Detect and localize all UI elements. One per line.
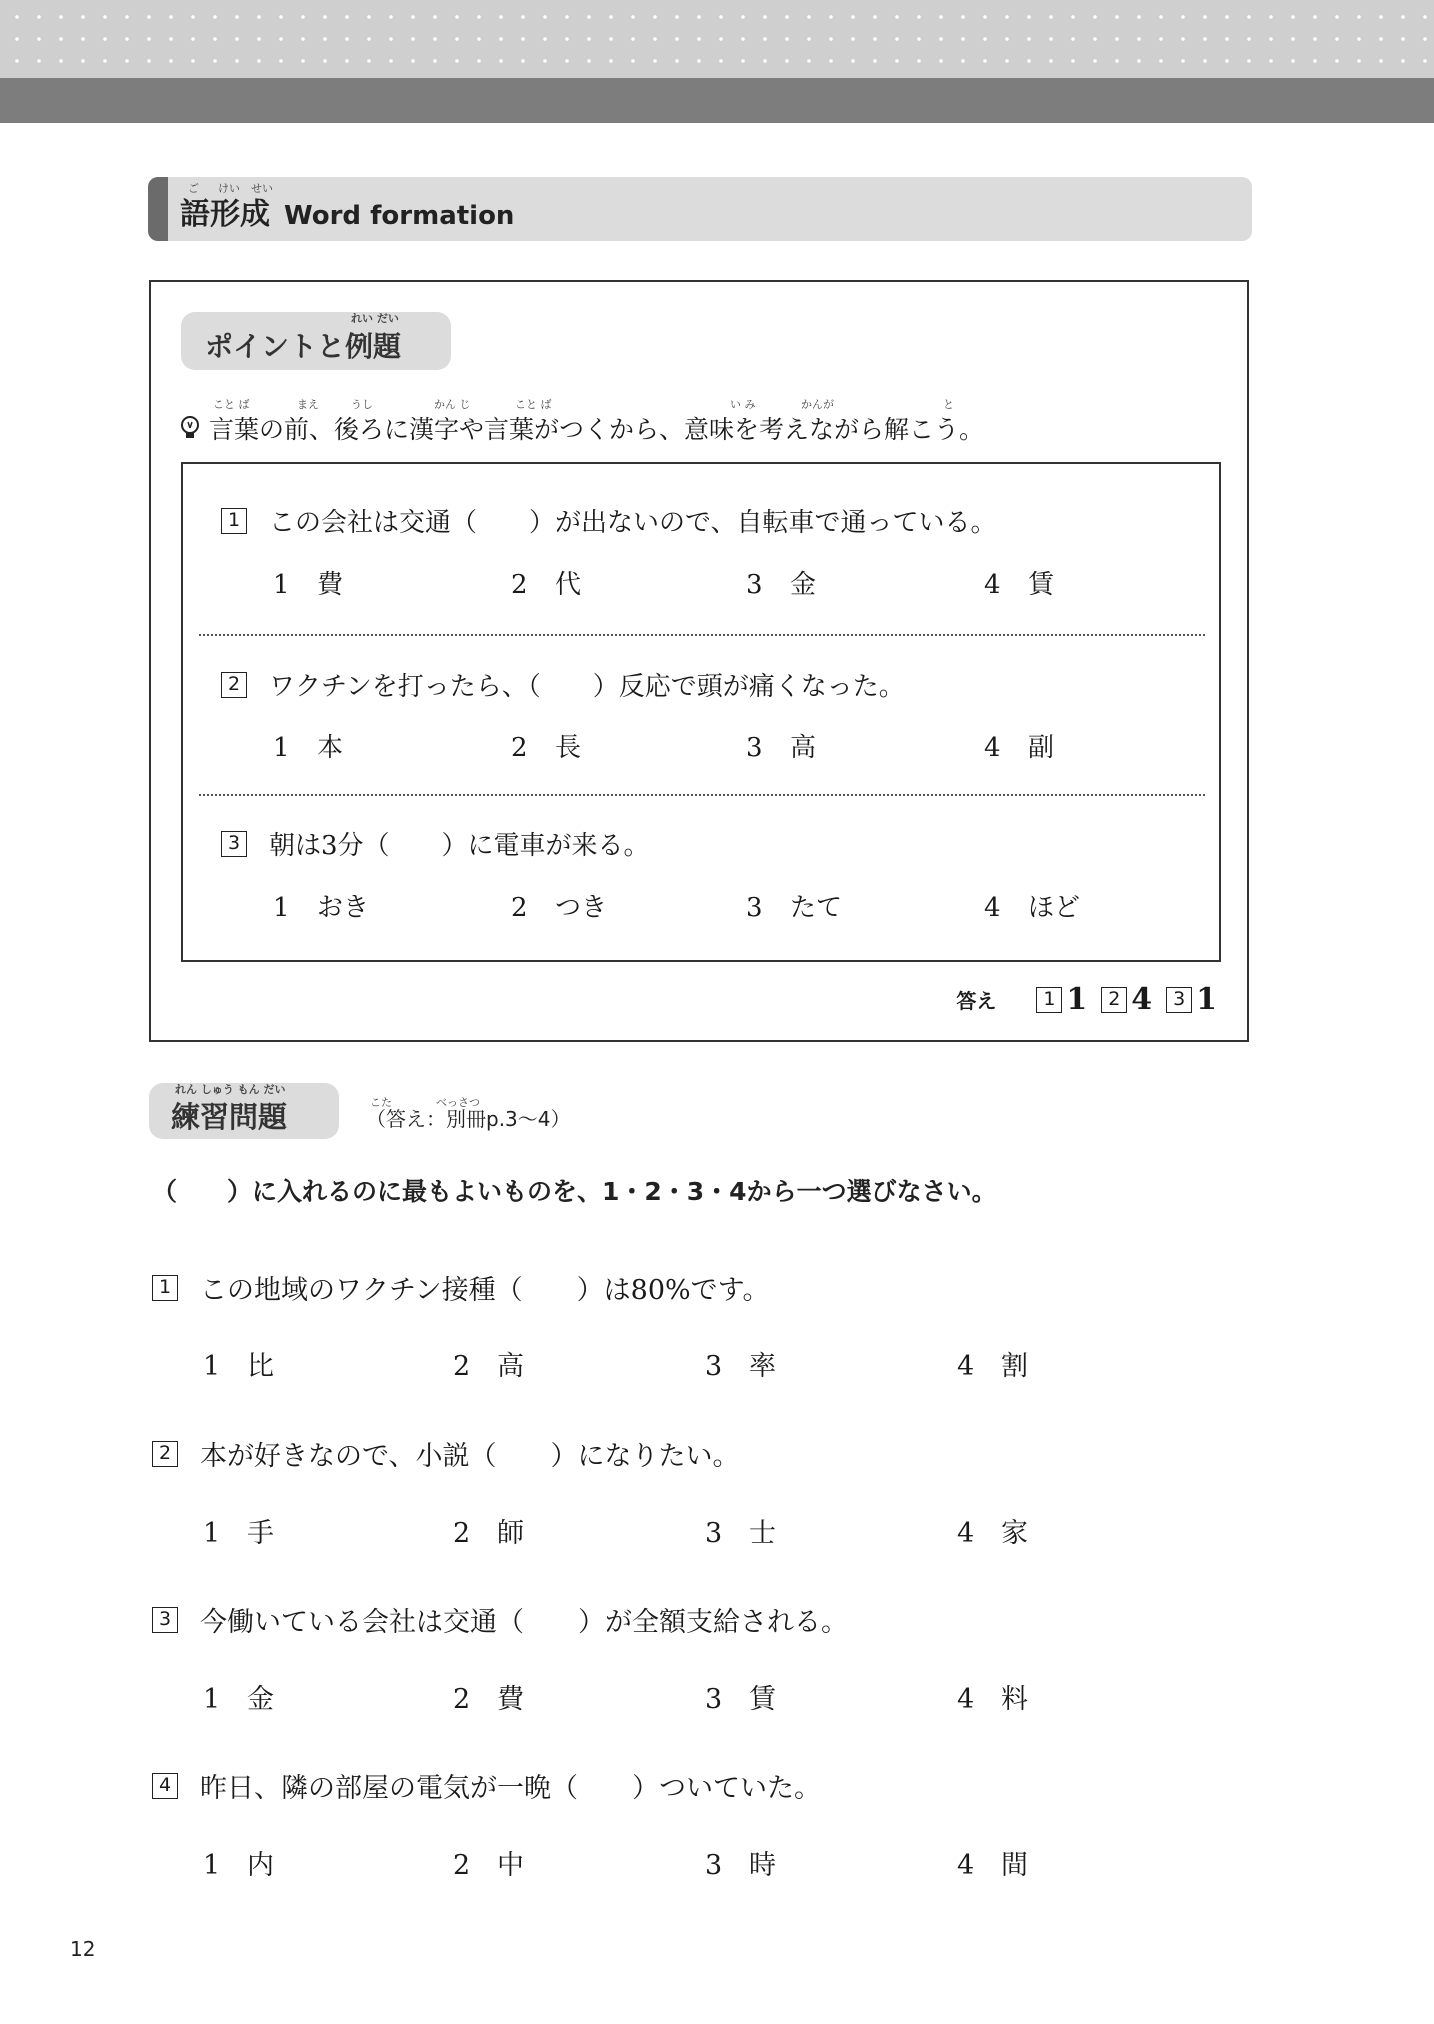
- option-4: 4 家: [957, 1518, 1028, 1549]
- answer-key: [956, 982, 1217, 1017]
- option-4: 4 間: [957, 1850, 1028, 1881]
- point-label-pill: [181, 312, 451, 370]
- question-number: 4: [152, 1773, 178, 1799]
- example-question: [221, 502, 996, 539]
- furigana: せい: [251, 182, 273, 195]
- option-1: 1 内: [203, 1850, 274, 1881]
- dotted-divider: [199, 634, 1205, 636]
- furigana: けい: [218, 182, 240, 195]
- option-1: 1 おき: [273, 893, 370, 923]
- option-4: 4 副: [984, 733, 1055, 763]
- question-text: この地域のワクチン接種（ ）は80%です。: [200, 1275, 770, 1306]
- lightbulb-icon: [179, 415, 201, 441]
- option-1: 1 手: [203, 1518, 274, 1549]
- option-2: 2 長: [511, 733, 582, 763]
- option-4: 4 料: [957, 1684, 1028, 1715]
- question-text: ワクチンを打ったら、（ ）反応で頭が痛くなった。: [269, 672, 905, 702]
- option-3: 3 率: [705, 1351, 776, 1382]
- example-question: [221, 825, 650, 862]
- hint-text: 言葉の前、後ろに漢字や言葉がつくから、意味を考えながら解こう。: [209, 415, 985, 444]
- furigana: こと ば: [213, 398, 250, 411]
- furigana: れん しゅう もん だい: [175, 1083, 286, 1096]
- option-1: 1 費: [273, 570, 344, 600]
- practice-question: [152, 1766, 821, 1805]
- furigana: かん じ: [434, 398, 471, 411]
- option-3: 3 高: [746, 733, 817, 763]
- option-1: 1 本: [273, 733, 344, 763]
- furigana: べっさつ: [436, 1096, 480, 1109]
- answer-item: 1 1: [1036, 982, 1087, 1017]
- section-title-en: Word formation: [284, 201, 515, 231]
- dotted-divider: [199, 794, 1205, 796]
- furigana: まえ: [297, 398, 319, 411]
- practice-question: [152, 1268, 770, 1307]
- furigana: い み: [730, 398, 756, 411]
- option-4: 4 割: [957, 1351, 1028, 1382]
- question-number: 1: [221, 508, 247, 534]
- furigana: と: [943, 398, 954, 411]
- hint-line: [179, 410, 984, 446]
- option-3: 3 賃: [705, 1684, 776, 1715]
- option-1: 1 比: [203, 1351, 274, 1382]
- furigana: うし: [351, 398, 373, 411]
- question-number: 2: [152, 1441, 178, 1467]
- option-2: 2 つき: [511, 893, 608, 923]
- question-number: 1: [152, 1275, 178, 1301]
- option-3: 3 士: [705, 1518, 776, 1549]
- section-title-ja: 語形成: [180, 197, 270, 232]
- practice-question: [152, 1600, 848, 1639]
- option-2: 2 師: [453, 1518, 524, 1549]
- answer-item: 3 1: [1166, 982, 1217, 1017]
- answer-reference-note: （答え：別冊p.3～4）: [366, 1107, 571, 1131]
- section-accent-bar: [148, 177, 168, 241]
- furigana: れい だい: [351, 312, 399, 325]
- point-example-box: [149, 280, 1249, 1042]
- question-number: 3: [152, 1607, 178, 1633]
- section-title: [180, 189, 514, 233]
- option-2: 2 高: [453, 1351, 524, 1382]
- question-number: 2: [221, 672, 247, 698]
- answer-label: 答え: [956, 989, 997, 1013]
- furigana: かんが: [801, 398, 834, 411]
- point-label: ポイントと例題: [205, 330, 402, 363]
- furigana: ご: [188, 182, 199, 195]
- instruction-text: （ ）に入れるのに最もよいものを、1・2・3・4から一つ選びなさい。: [152, 1177, 997, 1206]
- furigana: こた: [370, 1096, 392, 1109]
- example-question: [221, 666, 905, 703]
- page-number: 12: [70, 1937, 96, 1961]
- example-questions-box: [181, 462, 1221, 962]
- dotted-header-band: [0, 0, 1434, 78]
- option-2: 2 代: [511, 570, 582, 600]
- option-4: 4 賃: [984, 570, 1055, 600]
- option-3: 3 金: [746, 570, 817, 600]
- question-text: 昨日、隣の部屋の電気が一晩（ ）ついていた。: [200, 1773, 821, 1804]
- answer-item: 2 4: [1101, 982, 1152, 1017]
- option-3: 3 たて: [746, 893, 843, 923]
- section-header: [148, 177, 1252, 241]
- option-3: 3 時: [705, 1850, 776, 1881]
- option-1: 1 金: [203, 1684, 274, 1715]
- practice-question: [152, 1434, 739, 1473]
- practice-label: 練習問題: [171, 1100, 288, 1134]
- question-text: 朝は3分（ ）に電車が来る。: [269, 831, 650, 861]
- question-number: 3: [221, 831, 247, 857]
- header-bar: [0, 78, 1434, 123]
- question-text: この会社は交通（ ）が出ないので、自転車で通っている。: [269, 508, 997, 538]
- option-2: 2 費: [453, 1684, 524, 1715]
- question-text: 本が好きなので、小説（ ）になりたい。: [200, 1441, 740, 1472]
- option-2: 2 中: [453, 1850, 524, 1881]
- furigana: こと ば: [515, 398, 552, 411]
- question-text: 今働いている会社は交通（ ）が全額支給される。: [200, 1607, 848, 1638]
- option-4: 4 ほど: [984, 893, 1081, 923]
- practice-label-pill: [149, 1083, 339, 1139]
